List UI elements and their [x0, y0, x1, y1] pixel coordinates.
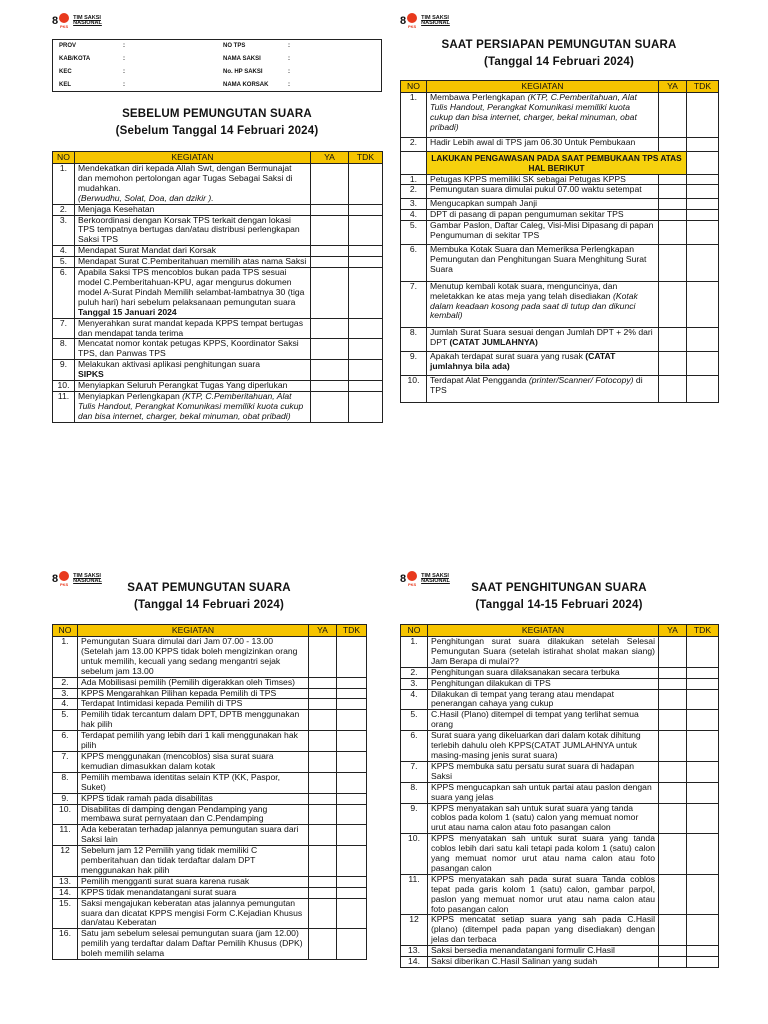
checkbox-tdk[interactable]	[349, 339, 383, 360]
section-pemungutan	[52, 580, 366, 960]
checkbox-tdk[interactable]	[349, 204, 383, 215]
checkbox-ya[interactable]	[659, 93, 687, 138]
checkbox-tdk[interactable]	[337, 929, 367, 960]
checkbox-ya[interactable]	[309, 677, 337, 688]
checkbox-tdk[interactable]	[687, 915, 719, 946]
checkbox-tdk[interactable]	[337, 876, 367, 887]
table-row: 8. KPPS mengucapkan sah untuk partai atau paslon dengan suara yang jelas	[401, 782, 719, 803]
table-row: 1. Pemungutan Suara dimulai dari Jam 07.00 - 13.00 (Setelah jam 13.00 KPPS tidak boleh mengizinkan orang untuk memilih, kecuali yang sedang mengantri sejak sebelum jam 13.00	[53, 637, 367, 678]
table-row: 2. Hadir Lebih awal di TPS jam 06.30 Untuk Pembukaan	[401, 137, 719, 151]
section-sebelum	[52, 106, 382, 423]
checkbox-ya[interactable]	[659, 174, 687, 185]
table-row: 14. KPPS tidak menandatangani surat suara	[53, 887, 367, 898]
checkbox-ya[interactable]	[659, 328, 687, 352]
checklist-table: NO KEGIATAN YA TDK 1. Membawa Perlengkapan (KTP, C.Pemberitahuan, Alat Tulis Handout, Perangkat Komunikasi memiliki kuota cukup dan bisa internet, charger, bekal minuman, obat pribadi) 2. Hadir Lebih awal di TPS jam 06.30 Untuk Pembukaan LAKUKAN PENGAWASAN PADA SAAT PEMBUKAAN TPS ATAS HAL BERIKUT 1. Petugas KPPS memiliki SK sebagai Petugas KPPS 2. Pemungutan suara dimulai pukul 07.00 waktu setempat 3. Mengucapkan sumpah Janji 4. DPT di pasang di papan pengumuman sekitar TPS 5. Gambar Paslon, Daftar Caleg, Visi-Misi Dipasang di papan Pengumuman di sekitar TPS 6. Membuka Kotak Suara dan Memeriksa Perlengkapan Pemungutan dan Penghitungan Suara Menghitung Surat Suara 7. Menutup kembali kotak suara, menguncinya, dan meletakkan ke atas meja yang telah disediakan (Kotak dalam keadaan kosong pada saat di tutup dan dikunci kembali) 8. Jumlah Surat Suara sesuai dengan Jumlah DPT + 2% dari DPT (CATAT JUMLAHNYA) 9. Apakah terdapat surat suara yang rusak (CATAT jumlahnya bila ada) 10. Terdapat Alat Pengganda (printer/Scanner/ Fotocopy) di TPS	[400, 80, 719, 403]
checkbox-tdk[interactable]	[687, 244, 719, 281]
section-title: SAAT PENGHITUNGAN SUARA	[471, 582, 647, 594]
table-row: 1. Mendekatkan diri kepada Allah Swt, dengan Bermunajat dan memohon pertolongan agar Tugas Sebagai Saksi di mudahkan. (Berwudhu, Solat, Doa, dan dzikir ).	[53, 164, 383, 205]
checkbox-tdk[interactable]	[687, 834, 719, 875]
checkbox-tdk[interactable]	[687, 375, 719, 402]
checkbox-tdk[interactable]	[349, 360, 383, 381]
table-row: 3. Mengucapkan sumpah Janji	[401, 199, 719, 210]
checkbox-tdk[interactable]	[337, 887, 367, 898]
checkbox-ya[interactable]	[309, 731, 337, 752]
checkbox-ya[interactable]	[309, 846, 337, 877]
col-kegiatan: KEGIATAN	[75, 152, 311, 164]
table-row: 3. Berkoordinasi dengan Korsak TPS terkait dengan lokasi TPS tempatnya bertugas dan/atau distribusi perlengkapan Saksi TPS	[53, 215, 383, 246]
checkbox-tdk[interactable]	[687, 185, 719, 199]
table-row: 12 Sebelum jam 12 Pemilih yang tidak memiliki C pemberitahuan dan tidak terdaftar dalam DPT menggunakan hak pilih	[53, 846, 367, 877]
col-no: NO	[53, 152, 75, 164]
table-row: 6. Apabila Saksi TPS mencoblos bukan pada TPS sesuai model C.Pemberitahuan-KPU, agar mengurus dokumen model A-Surat Pindah Memilih selambat-lambatnya 30 (tiga puluh hari) hari sebelum pelaksanaan pemungutan suara Tanggal 15 Januari 2024	[53, 268, 383, 319]
logo-brand: TIM SAKSI NASIONAL	[73, 14, 102, 26]
table-row: 4. DPT di pasang di papan pengumuman sekitar TPS	[401, 210, 719, 221]
checkbox-ya[interactable]	[311, 246, 349, 257]
table-row: 16. Satu jam sebelum selesai pemungutan suara (jam 12.00) pemilih yang terdaftar dalam Daftar Pemilih Khusus (DPK) boleh memilih selama	[53, 929, 367, 960]
section-subtitle: (Tanggal 14 Februari 2024)	[483, 56, 635, 68]
table-row: 7. Menyerahkan surat mandat kepada KPPS tempat bertugas dan mendapat tanda terima	[53, 318, 383, 339]
table-row: 3. Penghitungan dilakukan di TPS	[401, 678, 719, 689]
logo-bottom-left: 8 PKS TIM SAKSI NASIONAL	[52, 572, 102, 587]
checkbox-ya[interactable]	[659, 761, 687, 782]
checkbox-ya[interactable]	[309, 887, 337, 898]
checkbox-ya[interactable]	[659, 874, 687, 915]
checkbox-ya[interactable]	[659, 637, 687, 668]
logo-top-left	[52, 12, 102, 30]
instruction-row: LAKUKAN PENGAWASAN PADA SAAT PEMBUKAAN TPS ATAS HAL BERIKUT	[401, 151, 719, 174]
checklist-table: NO KEGIATAN YA TDK 1. Penghitungan surat suara dilakukan setelah Selesai Pemungutan Suara (setelah istirahat sholat makan siang) Jam Berapa di mulai?? 2. Penghitungan suara dilaksanakan secara terbuka 3. Penghitungan dilakukan di TPS 4. Dilakukan di tempat yang terang atau mendapat penerangan cahaya yang cukup 5. C.Hasil (Plano) ditempel di tempat yang terlihat semua orang 6. Surat suara yang dikeluarkan dari dalam kotak dihitung terlebih dahulu oleh KPPS(CATAT JUMLAHNYA untuk masing-masing jenis surat suara) 7. KPPS membuka satu persatu surat suara di hadapan Saksi 8. KPPS mengucapkan sah untuk partai atau paslon dengan suara yang jelas 9. KPPS menyatakan sah untuk surat suara yang tanda coblos pada kolom 1 (satu) calon yang memuat nomor urut atau nama calon atau foto pasangan calon 10. KPPS menyatakan sah untuk surat suara yang tanda coblos lebih dari satu kali tetapi pada kolom 1 (satu) calon yang memuat nomor urut atau nama calon atau foto pasangan calon 11. KPPS menyatakan sah pada surat suara Tanda coblos tepat pada garis kolom 1 (satu) calon, gambar parpol, paslon yang memuat nomor urut atau nama calon atau foto pasangan calon 12 KPPS mencatat setiap suara yang sah pada C.Hasil (plano) (ditempel pada papan yang disediakan) dengan jelas dan terbaca 13. Saksi bersedia menandatangani formulir C.Hasil 14. Saksi diberikan C.Hasil Salinan yang sudah	[400, 624, 719, 968]
table-row: 9. Apakah terdapat surat suara yang rusak (CATAT jumlahnya bila ada)	[401, 352, 719, 376]
checkbox-tdk[interactable]	[687, 93, 719, 138]
section-title: SEBELUM PEMUNGUTAN SUARA	[122, 108, 312, 120]
checkbox-ya[interactable]	[309, 898, 337, 929]
logo-emblem-icon	[407, 13, 417, 23]
table-row: 10. Menyiapkan Seluruh Perangkat Tugas Yang diperlukan	[53, 381, 383, 392]
logo-party: PKS	[60, 24, 69, 29]
checkbox-ya[interactable]	[659, 782, 687, 803]
checkbox-ya[interactable]	[659, 667, 687, 678]
checkbox-ya[interactable]	[659, 834, 687, 875]
section-subtitle: (Sebelum Tanggal 14 Februari 2024)	[115, 125, 319, 137]
table-row: 10. Disabilitas di damping dengan Pendamping yang membawa surat pernyataan dan C.Pendamping	[53, 804, 367, 825]
checkbox-ya[interactable]	[309, 772, 337, 793]
logo-top-right: 8 PKS TIM SAKSI NASIONAL	[400, 14, 450, 29]
checkbox-tdk[interactable]	[687, 689, 719, 710]
table-row: 11. Menyiapkan Perlengkapan (KTP, C.Pemberitahuan, Alat Tulis Handout, Perangkat Komunikasi memiliki kuota cukup dan bisa internet, charger, bekal minuman, obat pribadi)	[53, 391, 383, 422]
checkbox-tdk[interactable]	[687, 637, 719, 668]
field-hp-saksi: No. HP SAKSI :	[223, 69, 290, 75]
field-kec: KEC :	[59, 69, 125, 75]
checkbox-tdk[interactable]	[687, 803, 719, 834]
checkbox-ya[interactable]	[311, 318, 349, 339]
checkbox-ya[interactable]	[659, 210, 687, 221]
checkbox-ya[interactable]	[309, 688, 337, 699]
checkbox-tdk[interactable]	[687, 174, 719, 185]
checkbox-tdk[interactable]	[349, 391, 383, 422]
checkbox-tdk[interactable]	[337, 898, 367, 929]
table-row: 7. KPPS membuka satu persatu surat suara di hadapan Saksi	[401, 761, 719, 782]
table-row: 14. Saksi diberikan C.Hasil Salinan yang sudah	[401, 957, 719, 968]
checkbox-tdk[interactable]	[337, 710, 367, 731]
checklist-table: NO KEGIATAN YA TDK 1. Pemungutan Suara dimulai dari Jam 07.00 - 13.00 (Setelah jam 13.00 KPPS tidak boleh mengizinkan orang untuk memilih, kecuali yang sedang mengantri sejak sebelum jam 13.00 2. Ada Mobilisasi pemilih (Pemilih digerakkan oleh Timses) 3. KPPS Mengarahkan Pilihan kepada Pemilih di TPS 4. Terdapat Intimidasi kepada Pemilih di TPS 5. Pemilih tidak tercantum dalam DPT, DPTB menggunakan hak pilih 6. Terdapat pemilih yang lebih dari 1 kali menggunakan hak pilih 7. KPPS menggunakan (mencoblos) sisa surat suara kemudian dimasukkan dalam kotak 8. Pemilih membawa identitas selain KTP (KK, Paspor, Suket) 9. KPPS tidak ramah pada disabilitas 10. Disabilitas di damping dengan Pendamping yang membawa surat pernyataan dan C.Pendamping 11. Ada keberatan terhadap jalannya pemungutan suara dari Saksi lain 12 Sebelum jam 12 Pemilih yang tidak memiliki C pemberitahuan dan tidak terdaftar dalam DPT menggunakan hak pilih 13. Pemilih mengganti surat suara karena rusak 14. KPPS tidak menandatangani surat suara 15. Saksi mengajukan keberatan atas jalannya pemungutan suara dan dicatat KPPS mengisi Form C.Kejadian Khusus dan/atau Keberatan 16. Satu jam sebelum selesai pemungutan suara (jam 12.00) pemilih yang terdaftar dalam Daftar Pemilih Khusus (DPK) boleh memilih selama	[52, 624, 367, 960]
checkbox-tdk[interactable]	[687, 761, 719, 782]
checkbox-ya[interactable]	[311, 339, 349, 360]
checkbox-ya[interactable]	[659, 375, 687, 402]
table-row: 13. Pemilih mengganti surat suara karena rusak	[53, 876, 367, 887]
checkbox-tdk[interactable]	[349, 215, 383, 246]
table-row: 9. KPPS menyatakan sah untuk surat suara yang tanda coblos pada kolom 1 (satu) calon yang memuat nomor urut atau nama calon atau foto pasangan calon	[401, 803, 719, 834]
field-nama-korsak: NAMA KORSAK :	[223, 82, 290, 88]
checkbox-tdk[interactable]	[687, 874, 719, 915]
table-row: 6. Surat suara yang dikeluarkan dari dalam kotak dihitung terlebih dahulu oleh KPPS(CATAT JUMLAHNYA untuk masing-masing jenis surat suara)	[401, 731, 719, 762]
col-ya: YA	[311, 152, 349, 164]
table-row: 4. Mendapat Surat Mandat dari Korsak	[53, 246, 383, 257]
checkbox-tdk[interactable]	[687, 352, 719, 376]
checkbox-ya[interactable]	[309, 710, 337, 731]
table-row: 2. Penghitungan suara dilaksanakan secara terbuka	[401, 667, 719, 678]
checkbox-tdk[interactable]	[337, 677, 367, 688]
logo-bottom-right: 8 PKS TIM SAKSI NASIONAL	[400, 572, 450, 587]
checkbox-tdk[interactable]	[687, 678, 719, 689]
table-row: 1. Petugas KPPS memiliki SK sebagai Petugas KPPS	[401, 174, 719, 185]
checkbox-ya[interactable]	[309, 637, 337, 678]
table-row: 10. Terdapat Alat Pengganda (printer/Scanner/ Fotocopy) di TPS	[401, 375, 719, 402]
checkbox-tdk[interactable]	[687, 328, 719, 352]
checkbox-tdk[interactable]	[337, 637, 367, 678]
table-row: 2. Pemungutan suara dimulai pukul 07.00 waktu setempat	[401, 185, 719, 199]
checkbox-tdk[interactable]	[349, 381, 383, 392]
table-row: 9. KPPS tidak ramah pada disabilitas	[53, 793, 367, 804]
table-row: 11. KPPS menyatakan sah pada surat suara Tanda coblos tepat pada garis kolom 1 (satu) calon, gambar parpol, paslon yang memuat nomor urut atau nama calon atau foto pasangan calon	[401, 874, 719, 915]
checkbox-tdk[interactable]	[337, 699, 367, 710]
table-row: 8. Jumlah Surat Suara sesuai dengan Jumlah DPT + 2% dari DPT (CATAT JUMLAHNYA)	[401, 328, 719, 352]
field-nama-saksi: NAMA SAKSI :	[223, 56, 290, 62]
table-row: 3. KPPS Mengarahkan Pilihan kepada Pemilih di TPS	[53, 688, 367, 699]
checkbox-tdk[interactable]	[337, 846, 367, 877]
checkbox-ya[interactable]	[311, 391, 349, 422]
table-row: 4. Terdapat Intimidasi kepada Pemilih di TPS	[53, 699, 367, 710]
checkbox-tdk[interactable]	[687, 946, 719, 957]
checkbox-ya[interactable]	[659, 244, 687, 281]
checkbox-ya[interactable]	[659, 710, 687, 731]
checkbox-ya[interactable]	[659, 731, 687, 762]
checkbox-ya[interactable]	[659, 689, 687, 710]
table-row: 6. Terdapat pemilih yang lebih dari 1 kali menggunakan hak pilih	[53, 731, 367, 752]
field-no-tps: NO TPS :	[223, 43, 290, 49]
checkbox-ya[interactable]	[311, 204, 349, 215]
section-title: SAAT PEMUNGUTAN SUARA	[127, 582, 291, 594]
table-row: 9. Melakukan aktivasi aplikasi penghitungan suara SIPKS	[53, 360, 383, 381]
field-kabkota: KAB/KOTA :	[59, 56, 125, 62]
field-kel: KEL :	[59, 82, 125, 88]
checkbox-tdk[interactable]	[687, 957, 719, 968]
checkbox-ya[interactable]	[659, 957, 687, 968]
checkbox-ya[interactable]	[309, 929, 337, 960]
table-row: 15. Saksi mengajukan keberatan atas jalannya pemungutan suara dan dicatat KPPS mengisi Form C.Kejadian Khusus dan/atau Keberatan	[53, 898, 367, 929]
checkbox-tdk[interactable]	[337, 688, 367, 699]
table-row: 1. Penghitungan surat suara dilakukan setelah Selesai Pemungutan Suara (setelah istirahat sholat makan siang) Jam Berapa di mulai??	[401, 637, 719, 668]
checkbox-ya[interactable]	[309, 825, 337, 846]
checkbox-tdk[interactable]	[337, 751, 367, 772]
checkbox-tdk[interactable]	[349, 164, 383, 205]
checkbox-ya[interactable]	[659, 199, 687, 210]
checkbox-ya[interactable]	[659, 678, 687, 689]
table-row: 1. Membawa Perlengkapan (KTP, C.Pemberitahuan, Alat Tulis Handout, Perangkat Komunikasi memiliki kuota cukup dan bisa internet, charger, bekal minuman, obat pribadi)	[401, 93, 719, 138]
logo-number: 8	[52, 15, 59, 27]
checkbox-tdk[interactable]	[687, 199, 719, 210]
checkbox-ya[interactable]	[309, 804, 337, 825]
checkbox-tdk[interactable]	[687, 210, 719, 221]
identity-box	[52, 39, 382, 92]
checkbox-ya[interactable]	[659, 221, 687, 245]
table-row: 12 KPPS mencatat setiap suara yang sah pada C.Hasil (plano) (ditempel pada papan yang disediakan) dengan jelas dan terbaca	[401, 915, 719, 946]
checkbox-ya[interactable]	[309, 876, 337, 887]
checkbox-tdk[interactable]	[349, 268, 383, 319]
checkbox-tdk[interactable]	[687, 710, 719, 731]
checkbox-ya[interactable]	[311, 381, 349, 392]
checkbox-tdk[interactable]	[337, 772, 367, 793]
checkbox-tdk[interactable]	[687, 281, 719, 328]
checkbox-ya[interactable]	[659, 352, 687, 376]
section-subtitle: (Tanggal 14-15 Februari 2024)	[475, 599, 643, 611]
checkbox-tdk[interactable]	[687, 782, 719, 803]
checkbox-ya[interactable]	[311, 268, 349, 319]
checkbox-tdk[interactable]	[337, 731, 367, 752]
checkbox-tdk[interactable]	[687, 731, 719, 762]
checkbox-tdk[interactable]	[687, 667, 719, 678]
logo-emblem-icon	[59, 13, 69, 23]
section-persiapan	[400, 37, 718, 403]
table-row: 5. C.Hasil (Plano) ditempel di tempat yang terlihat semua orang	[401, 710, 719, 731]
table-row: 13. Saksi bersedia menandatangani formulir C.Hasil	[401, 946, 719, 957]
checkbox-tdk[interactable]	[349, 246, 383, 257]
checkbox-ya[interactable]	[659, 185, 687, 199]
checkbox-tdk[interactable]	[337, 804, 367, 825]
table-row: 5. Mendapat Surat C.Pemberitahuan memilih atas nama Saksi	[53, 257, 383, 268]
checkbox-tdk[interactable]	[349, 257, 383, 268]
table-row: 10. KPPS menyatakan sah untuk surat suara yang tanda coblos lebih dari satu kali tetapi pada kolom 1 (satu) calon yang memuat nomor urut atau nama calon atau foto pasangan calon	[401, 834, 719, 875]
table-row: 4. Dilakukan di tempat yang terang atau mendapat penerangan cahaya yang cukup	[401, 689, 719, 710]
table-row: 5. Pemilih tidak tercantum dalam DPT, DPTB menggunakan hak pilih	[53, 710, 367, 731]
checkbox-ya[interactable]	[309, 751, 337, 772]
checkbox-tdk[interactable]	[349, 318, 383, 339]
checkbox-ya[interactable]	[659, 803, 687, 834]
checklist-table	[52, 151, 383, 423]
section-subtitle: (Tanggal 14 Februari 2024)	[133, 599, 285, 611]
table-row: 2. Menjaga Kesehatan	[53, 204, 383, 215]
checkbox-ya[interactable]	[659, 281, 687, 328]
checkbox-tdk[interactable]	[687, 221, 719, 245]
checkbox-ya[interactable]	[309, 793, 337, 804]
checkbox-tdk[interactable]	[337, 793, 367, 804]
col-tdk: TDK	[349, 152, 383, 164]
field-prov: PROV :	[59, 43, 125, 49]
table-row: 7. KPPS menggunakan (mencoblos) sisa surat suara kemudian dimasukkan dalam kotak	[53, 751, 367, 772]
table-row: 7. Menutup kembali kotak suara, menguncinya, dan meletakkan ke atas meja yang telah disediakan (Kotak dalam keadaan kosong pada saat di tutup dan dikunci kembali)	[401, 281, 719, 328]
section-penghitungan	[400, 580, 718, 968]
checkbox-ya[interactable]	[309, 699, 337, 710]
checkbox-ya[interactable]	[659, 946, 687, 957]
table-row: 11. Ada keberatan terhadap jalannya pemungutan suara dari Saksi lain	[53, 825, 367, 846]
checkbox-ya[interactable]	[659, 915, 687, 946]
table-row: 8. Mencatat nomor kontak petugas KPPS, Koordinator Saksi TPS, dan Panwas TPS	[53, 339, 383, 360]
checkbox-tdk[interactable]	[687, 137, 719, 151]
table-row: 8. Pemilih membawa identitas selain KTP (KK, Paspor, Suket)	[53, 772, 367, 793]
checkbox-tdk[interactable]	[337, 825, 367, 846]
table-row: 5. Gambar Paslon, Daftar Caleg, Visi-Misi Dipasang di papan Pengumuman di sekitar TPS	[401, 221, 719, 245]
table-row: 6. Membuka Kotak Suara dan Memeriksa Perlengkapan Pemungutan dan Penghitungan Suara Menghitung Surat Suara	[401, 244, 719, 281]
checkbox-ya[interactable]	[311, 360, 349, 381]
checkbox-ya[interactable]	[311, 257, 349, 268]
checkbox-ya[interactable]	[659, 137, 687, 151]
checkbox-ya[interactable]	[311, 215, 349, 246]
table-row: 2. Ada Mobilisasi pemilih (Pemilih digerakkan oleh Timses)	[53, 677, 367, 688]
checkbox-ya[interactable]	[311, 164, 349, 205]
section-title: SAAT PERSIAPAN PEMUNGUTAN SUARA	[441, 39, 677, 51]
